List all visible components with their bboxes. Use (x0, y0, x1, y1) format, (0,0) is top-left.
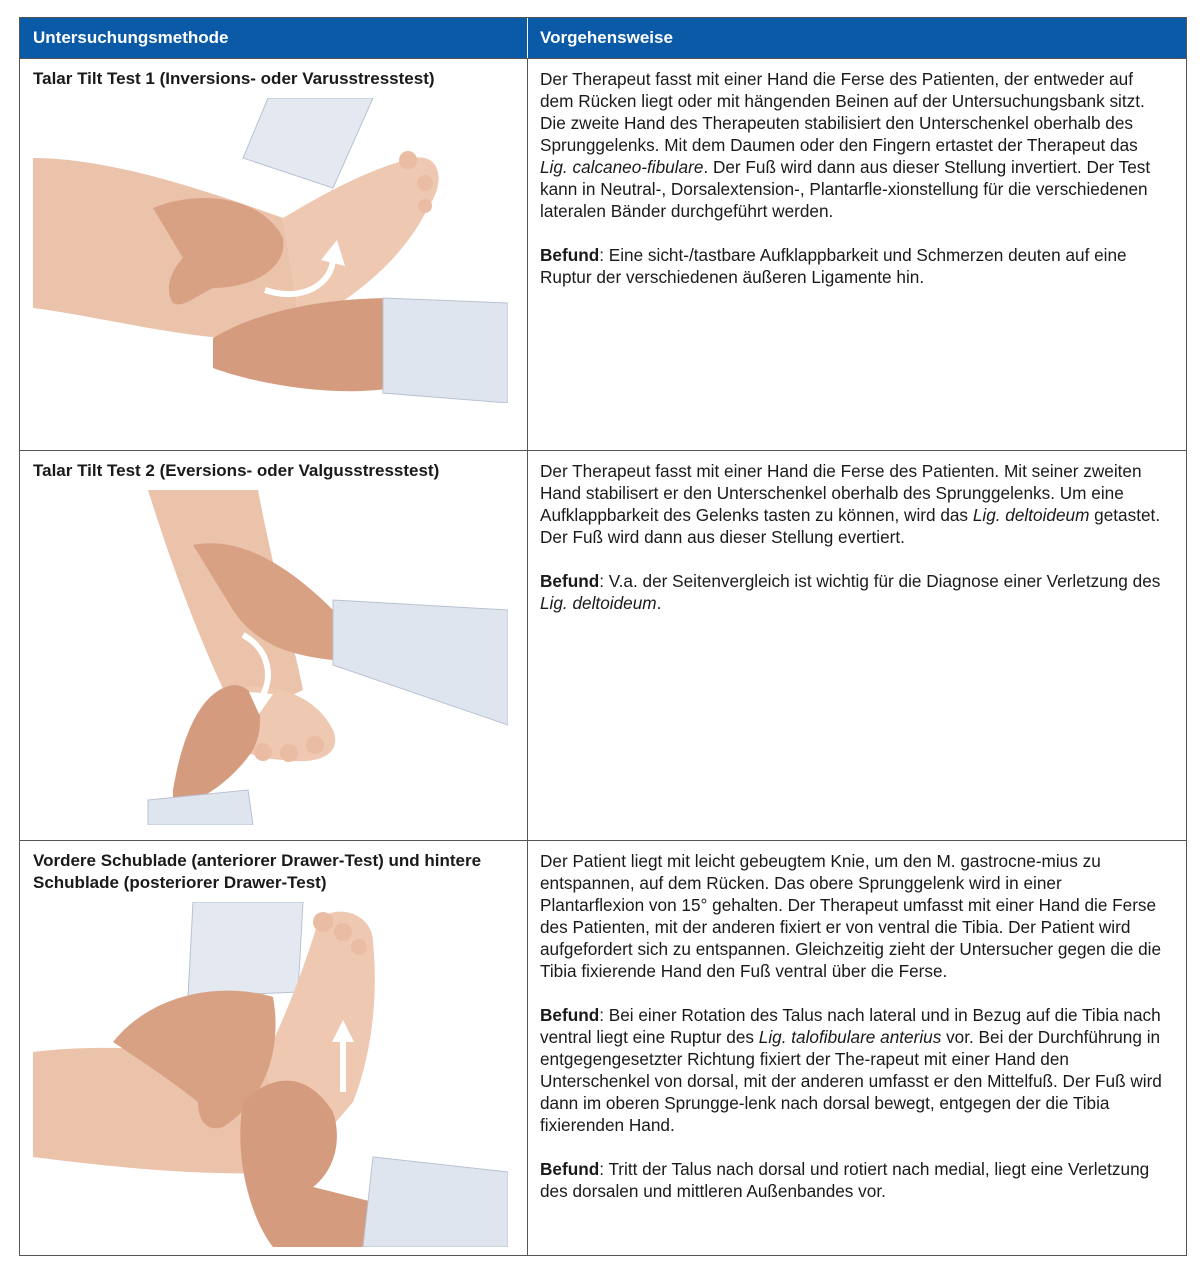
method-cell (20, 451, 528, 840)
procedure-text: Der Patient liegt mit leicht gebeugtem Knie, um den M. gastrocne-mius zu entspannen, auf dem Rücken. Das obere Sprunggelenk wird in einer Plantarflexion von 15° gehalten. Der Therapeut umfasst mit einer Hand die Ferse des Patienten, mit der anderen fixiert er von ventral die Tibia. Der Patient wird aufgefordert sich zu entspannen. Gleichzeitig zieht der Untersucher gegen die die Tibia fixierende Hand den Fuß ventral über die Ferse. (540, 851, 1162, 981)
procedure-text-b: getastet. Der Fuß wird dann aus dieser Stellung evertiert. (540, 505, 1161, 547)
method-title: Talar Tilt Test 2 (Eversions- oder Valgusstresstest) (33, 461, 440, 480)
procedure-text-a: Der Therapeut fasst mit einer Hand die Ferse des Patienten. Mit seiner zweiten Hand stabilisert er den Unterschenkel oberhalb des Sprunggelenks. Um eine Aufklappbarkeit des Gelenks tasten zu können, wird das (540, 461, 1142, 525)
befund-label: Befund (540, 245, 600, 265)
befund-text (540, 570, 1170, 614)
foot-inversion-photo (33, 98, 508, 403)
exam-table (19, 17, 1187, 1256)
ligament-name: Lig. deltoideum (972, 505, 1090, 525)
befund-text (540, 1158, 1170, 1202)
foot-eversion-photo (33, 490, 508, 825)
befund-body-a: : Bei einer Rotation des Talus nach lateral und in Bezug auf die Tibia nach ventral liegt eine Ruptur des (540, 1005, 1161, 1047)
foot-drawer-photo (33, 902, 508, 1247)
ligament-name: Lig. talofibulare anterius (758, 1027, 942, 1047)
method-title: Vordere Schublade (anteriorer Drawer-Test) und hintere Schublade (posteriorer Drawer-Test) (33, 851, 482, 892)
befund-label: Befund (540, 571, 600, 591)
befund-label: Befund (540, 1005, 600, 1025)
procedure-cell (528, 841, 1186, 1255)
procedure-cell (528, 59, 1186, 450)
table-row (20, 840, 1186, 1255)
procedure-text (540, 68, 1170, 222)
befund-text (540, 244, 1170, 288)
method-cell (20, 841, 528, 1255)
procedure-text-b: . Der Fuß wird dann aus dieser Stellung invertiert. Der Test kann in Neutral-, Dorsalextension-, Plantarfle-xionstellung für die verschiedenen lateralen Bänder durchgeführt werden. (540, 157, 1151, 221)
befund-body-a: : V.a. der Seitenvergleich ist wichtig für die Diagnose einer Verletzung des (599, 571, 1161, 591)
table-row (20, 58, 1186, 450)
befund-body-b: . (656, 593, 662, 613)
befund-body: : Eine sicht-/tastbare Aufklappbarkeit und Schmerzen deuten auf eine Ruptur der verschiedenen äußeren Ligamente hin. (540, 245, 1127, 287)
table-header (20, 18, 1186, 58)
header-procedure: Vorgehensweise (540, 28, 673, 47)
procedure-text-a: Der Therapeut fasst mit einer Hand die Ferse des Patienten, der entweder auf dem Rücken liegt oder mit hängenden Beinen auf der Untersuchungsbank sitzt. Die zweite Hand des Therapeuten stabilisiert den Unterschenkel oberhalb des Sprunggelenks. Mit dem Daumen oder den Fingern ertastet der Therapeut das (540, 69, 1145, 155)
ligament-name: Lig. deltoideum (540, 593, 657, 613)
befund-body: : Tritt der Talus nach dorsal und rotiert nach medial, liegt eine Verletzung des dorsalen und mittleren Außenbandes vor. (540, 1159, 1150, 1201)
ligament-name: Lig. calcaneo-fibulare (540, 157, 704, 177)
procedure-cell (528, 451, 1186, 840)
method-title: Talar Tilt Test 1 (Inversions- oder Varusstresstest) (33, 69, 435, 88)
header-method: Untersuchungsmethode (20, 18, 528, 58)
befund-body-b: vor. Bei der Durchführung in entgegengesetzter Richtung fixiert der The-rapeut mit einer Hand den Unterschenkel von dorsal, mit der anderen umfasst er den Mittelfuß. Der Fuß wird dann im oberen Sprungge-lenk nach dorsal bewegt, entgegen der die Tibia fixierenden Hand. (540, 1027, 1162, 1135)
table-row (20, 450, 1186, 840)
method-cell (20, 59, 528, 450)
befund-text (540, 1004, 1170, 1136)
befund-label: Befund (540, 1159, 600, 1179)
procedure-text (540, 460, 1170, 548)
